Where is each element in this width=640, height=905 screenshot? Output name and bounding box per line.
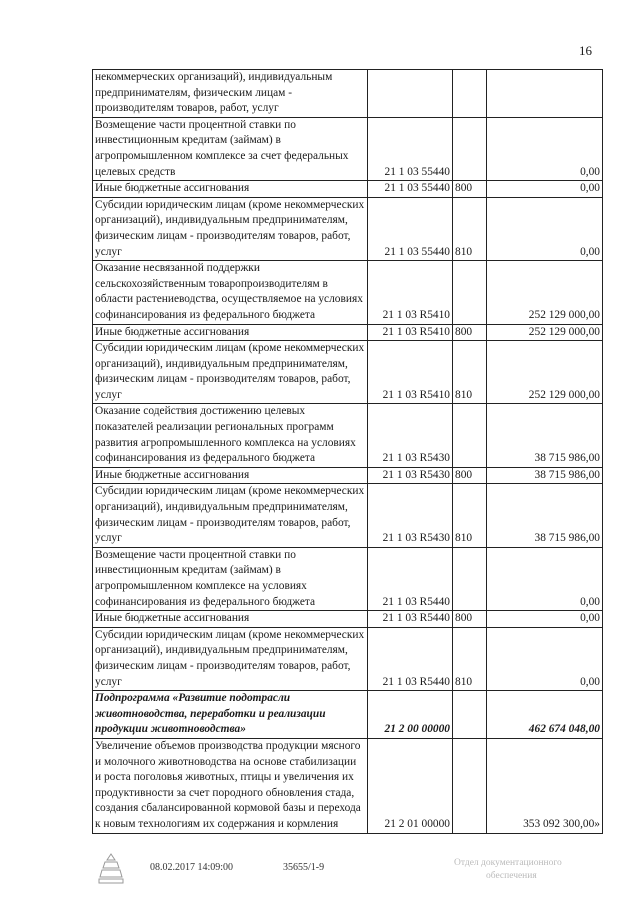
row-name-cell: Субсидии юридическим лицам (кроме некоммерческих организаций), индивидуальным предпринимателям, физическим лицам - производителям товаров, работ, услуг (93, 197, 368, 260)
row-code-cell: 21 1 03 R5440 (368, 627, 453, 690)
row-type-cell: 810 (453, 341, 487, 404)
table-row (93, 70, 603, 118)
row-code-cell: 21 1 03 R5410 (368, 261, 453, 324)
row-code-cell: 21 1 03 R5430 (368, 404, 453, 467)
footer-faded-stamp (454, 857, 562, 883)
row-amount-cell (487, 70, 603, 118)
row-type-cell (453, 691, 487, 739)
row-code-cell (368, 70, 453, 118)
table-row (93, 341, 603, 404)
row-type-cell (453, 738, 487, 833)
row-name-cell: Оказание несвязанной поддержки сельскохозяйственным товаропроизводителям в области растениеводства, осуществляемое на условиях софинансирования из федерального бюджета (93, 261, 368, 324)
faded-line-1: Отдел документационного (454, 858, 562, 868)
faded-line-2: обеспечения (486, 871, 537, 881)
table-row (93, 117, 603, 180)
row-type-cell: 810 (453, 197, 487, 260)
row-type-cell: 810 (453, 627, 487, 690)
row-name-cell: некоммерческих организаций), индивидуальным предпринимателям, физическим лицам - производителям товаров, работ, услуг (93, 70, 368, 118)
table-row (93, 324, 603, 341)
table-row (93, 738, 603, 833)
table-row (93, 611, 603, 628)
row-amount-cell: 0,00 (487, 117, 603, 180)
row-type-cell: 800 (453, 467, 487, 484)
row-name-cell: Субсидии юридическим лицам (кроме некоммерческих организаций), индивидуальным предпринимателям, физическим лицам - производителям товаров, работ, услуг (93, 341, 368, 404)
row-type-cell: 810 (453, 484, 487, 547)
row-name-cell: Иные бюджетные ассигнования (93, 181, 368, 198)
row-type-cell (453, 70, 487, 118)
table-row (93, 197, 603, 260)
row-type-cell (453, 261, 487, 324)
row-name-cell: Возмещение части процентной ставки по инвестиционным кредитам (займам) в агропромышленном комплексе за счет федеральных целевых средств (93, 117, 368, 180)
row-name-cell: Оказание содействия достижению целевых показателей реализации региональных программ развития агропромышленного комплекса на условиях софинансирования из федерального бюджета (93, 404, 368, 467)
row-amount-cell: 0,00 (487, 197, 603, 260)
row-name-cell: Возмещение части процентной ставки по инвестиционным кредитам (займам) в агропромышленном комплексе на условиях софинансирования из федерального бюджета (93, 547, 368, 610)
table-row (93, 627, 603, 690)
page-number: 16 (579, 43, 592, 58)
row-name-cell: Субсидии юридическим лицам (кроме некоммерческих организаций), индивидуальным предпринимателям, физическим лицам - производителям товаров, работ, услуг (93, 627, 368, 690)
table-row (93, 547, 603, 610)
row-amount-cell: 38 715 986,00 (487, 404, 603, 467)
row-amount-cell: 353 092 300,00» (487, 738, 603, 833)
row-amount-cell: 0,00 (487, 627, 603, 690)
row-type-cell: 800 (453, 611, 487, 628)
row-type-cell: 800 (453, 324, 487, 341)
row-name-cell: Иные бюджетные ассигнования (93, 467, 368, 484)
row-name-cell: Иные бюджетные ассигнования (93, 611, 368, 628)
row-name-cell: Подпрограмма «Развитие подотрасли животноводства, переработки и реализации продукции животноводства» (93, 691, 368, 739)
row-amount-cell: 0,00 (487, 547, 603, 610)
row-code-cell: 21 1 03 R5430 (368, 484, 453, 547)
row-amount-cell: 252 129 000,00 (487, 341, 603, 404)
row-name-cell: Иные бюджетные ассигнования (93, 324, 368, 341)
row-amount-cell: 462 674 048,00 (487, 691, 603, 739)
row-amount-cell: 0,00 (487, 611, 603, 628)
row-code-cell: 21 1 03 55440 (368, 181, 453, 198)
row-name-cell: Субсидии юридическим лицам (кроме некоммерческих организаций), индивидуальным предпринимателям, физическим лицам - производителям товаров, работ, услуг (93, 484, 368, 547)
row-name-cell: Увеличение объемов производства продукции мясного и молочного животноводства на основе стабилизации и роста поголовья животных, птицы и увеличения их продуктивности за счет породного обновления стада, создания сбалансированной кормовой базы и перехода к новым технологиям их содержания и кормления (93, 738, 368, 833)
footer-datetime: 08.02.2017 14:09:00 (150, 862, 234, 873)
table-row (93, 181, 603, 198)
row-code-cell: 21 1 03 R5410 (368, 341, 453, 404)
table-row (93, 261, 603, 324)
row-code-cell: 21 1 03 R5440 (368, 611, 453, 628)
row-code-cell: 21 1 03 R5410 (368, 324, 453, 341)
footer-doc-number: 35655/1-9 (283, 862, 325, 873)
row-type-cell (453, 547, 487, 610)
table-row (93, 404, 603, 467)
table-row (93, 467, 603, 484)
row-code-cell: 21 1 03 R5440 (368, 547, 453, 610)
table-row (93, 691, 603, 739)
table-row (93, 484, 603, 547)
row-code-cell: 21 2 00 00000 (368, 691, 453, 739)
row-code-cell: 21 1 03 55440 (368, 197, 453, 260)
row-amount-cell: 38 715 986,00 (487, 484, 603, 547)
budget-table (92, 69, 603, 834)
row-amount-cell: 252 129 000,00 (487, 324, 603, 341)
row-amount-cell: 0,00 (487, 181, 603, 198)
row-amount-cell: 38 715 986,00 (487, 467, 603, 484)
row-type-cell (453, 404, 487, 467)
row-code-cell: 21 2 01 00000 (368, 738, 453, 833)
row-amount-cell: 252 129 000,00 (487, 261, 603, 324)
row-code-cell: 21 1 03 55440 (368, 117, 453, 180)
row-type-cell: 800 (453, 181, 487, 198)
row-code-cell: 21 1 03 R5430 (368, 467, 453, 484)
row-type-cell (453, 117, 487, 180)
seal-stamp-icon (97, 852, 125, 886)
